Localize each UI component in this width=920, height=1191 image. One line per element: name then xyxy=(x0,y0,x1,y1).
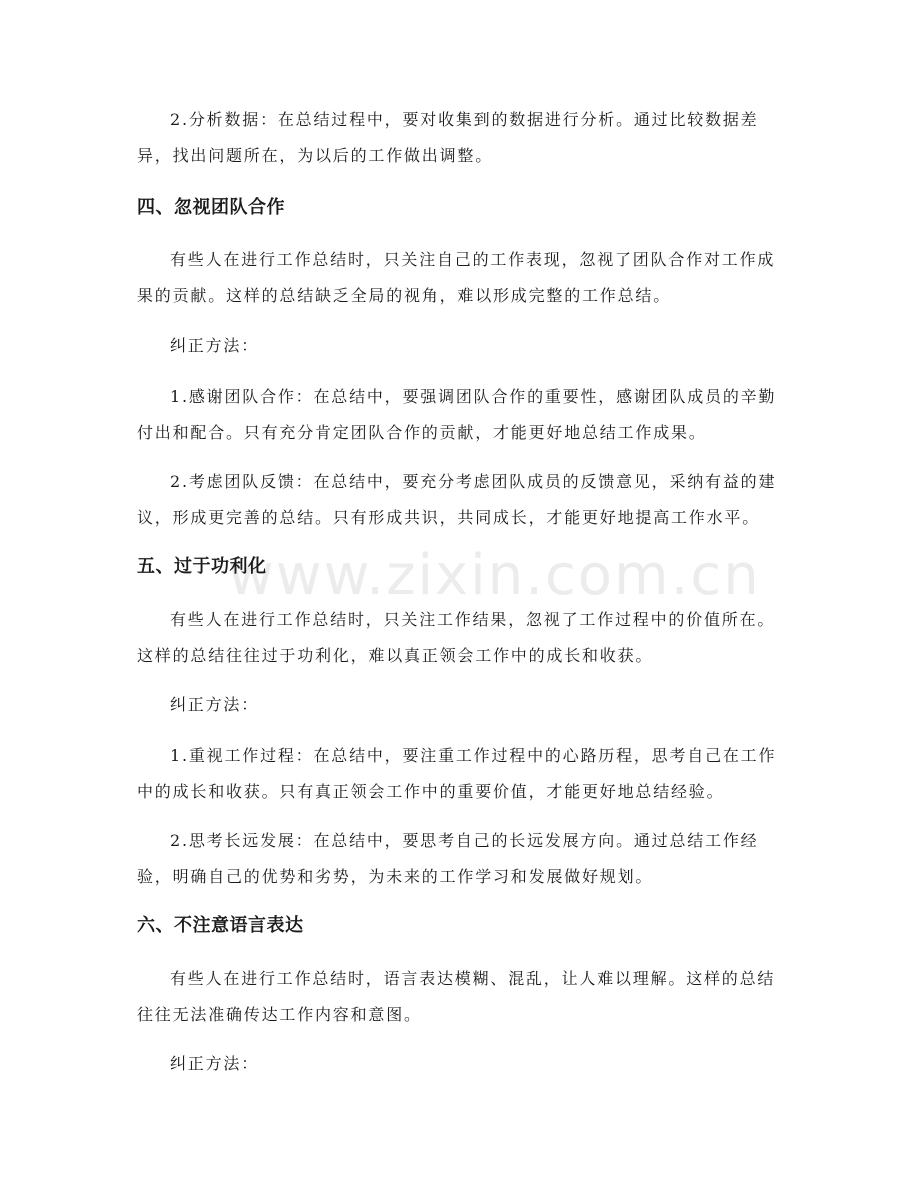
paragraph-analyze-data: 2.分析数据：在总结过程中，要对收集到的数据进行分析。通过比较数据差异，找出问题所在，为以后的工作做出调整。 xyxy=(137,110,759,165)
heading-section-5: 五、过于功利化 xyxy=(137,556,267,577)
paragraph-language-intro: 有些人在进行工作总结时，语言表达模糊、混乱，让人难以理解。这样的总结往往无法准确传达工作内容和意图。 xyxy=(137,969,776,1024)
watermark: www.zixin.com.cn xyxy=(228,543,761,608)
heading-section-4: 四、忽视团队合作 xyxy=(137,197,285,218)
paragraph-long-term: 2.思考长远发展：在总结中，要思考自己的长远发展方向。通过总结工作经验，明确自己的优势和劣势，为未来的工作学习和发展做好规划。 xyxy=(137,831,759,886)
paragraph-utilitarian-intro: 有些人在进行工作总结时，只关注工作结果，忽视了工作过程中的价值所在。这样的总结往往过于功利化，难以真正领会工作中的成长和收获。 xyxy=(137,610,776,665)
heading-section-6: 六、不注意语言表达 xyxy=(137,915,304,936)
paragraph-correction-label-2: 纠正方法： xyxy=(170,695,260,714)
paragraph-team-feedback: 2.考虑团队反馈：在总结中，要充分考虑团队成员的反馈意见，采纳有益的建议，形成更完善的总结。只有形成共识，共同成长，才能更好地提高工作水平。 xyxy=(137,472,777,527)
paragraph-value-process: 1.重视工作过程：在总结中，要注重工作过程中的心路历程，思考自己在工作中的成长和收获。只有真正领会工作中的重要价值，才能更好地总结经验。 xyxy=(137,746,777,801)
paragraph-correction-label-1: 纠正方法： xyxy=(170,336,260,355)
paragraph-team-intro: 有些人在进行工作总结时，只关注自己的工作表现，忽视了团队合作对工作成果的贡献。这样的总结缺乏全局的视角，难以形成完整的工作总结。 xyxy=(137,250,776,305)
paragraph-correction-label-3: 纠正方法： xyxy=(170,1054,260,1073)
paragraph-thank-team: 1.感谢团队合作：在总结中，要强调团队合作的重要性，感谢团队成员的辛勤付出和配合。只有充分肯定团队合作的贡献，才能更好地总结工作成果。 xyxy=(137,387,777,442)
